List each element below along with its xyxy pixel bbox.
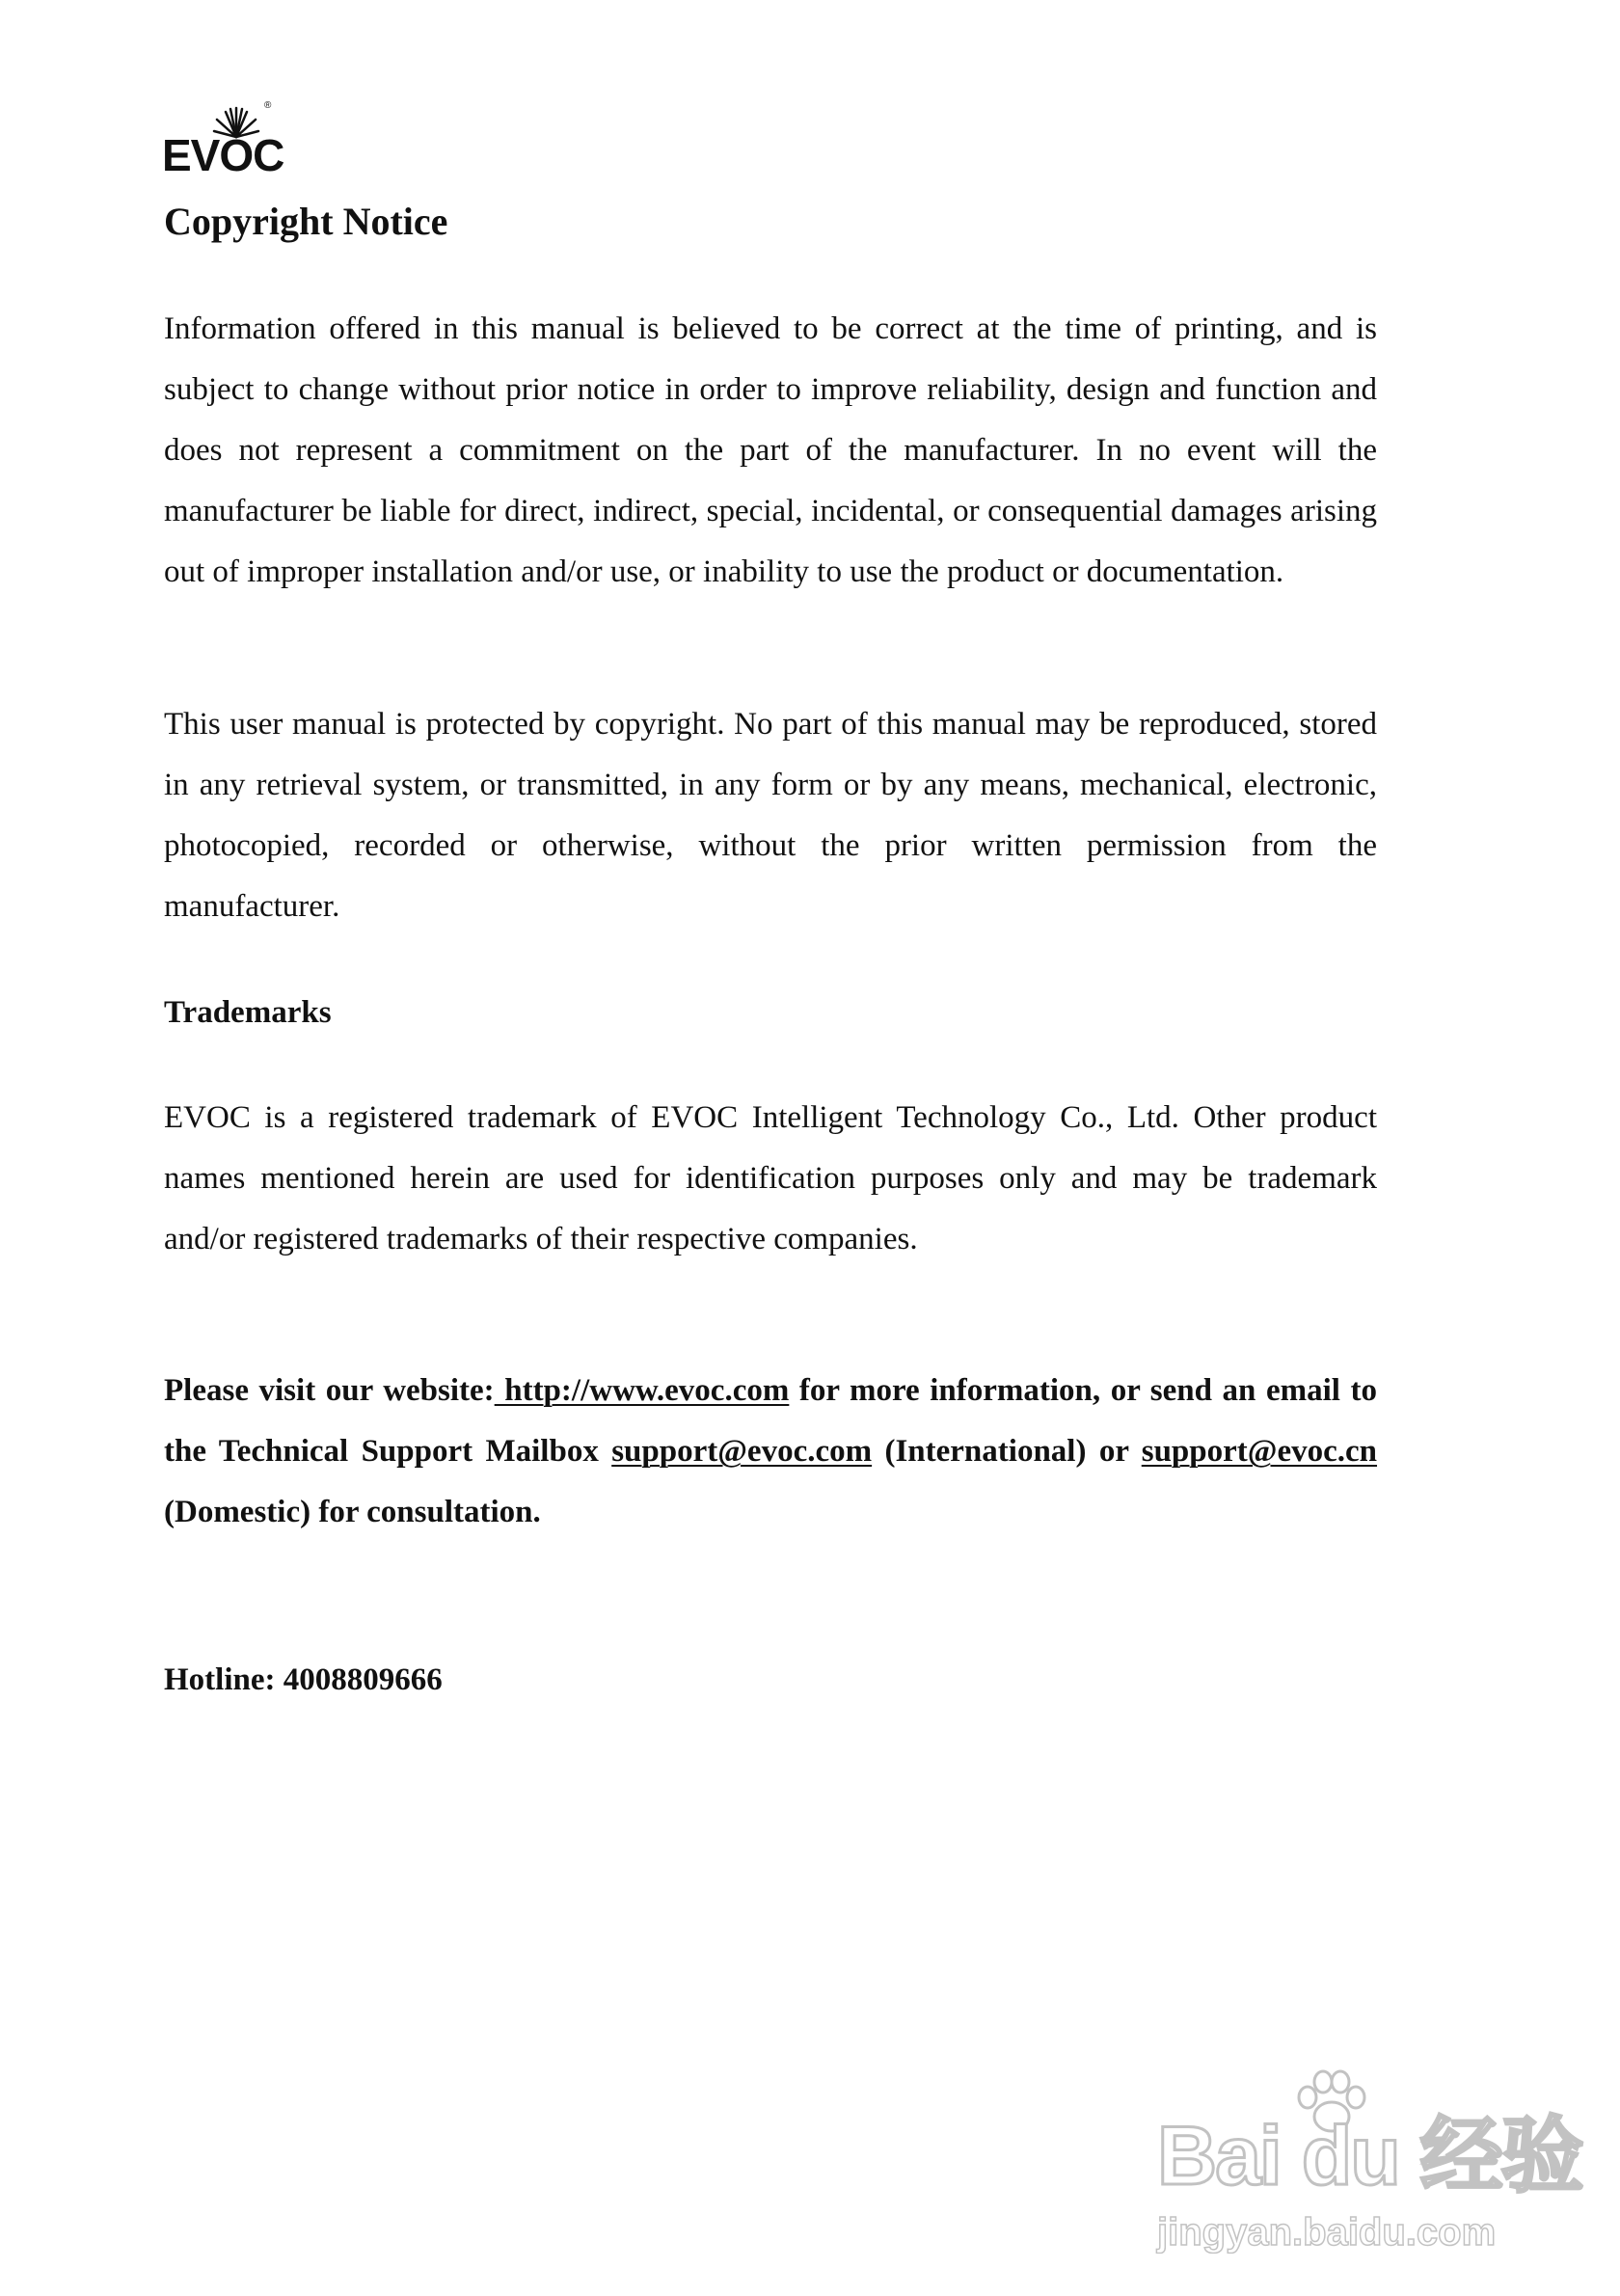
email-domestic-link[interactable]: support@evoc.cn (1141, 1434, 1378, 1469)
contact-paragraph (164, 1361, 1377, 1543)
disclaimer-paragraph: Information offered in this manual is believed to be correct at the time of printing, and is subject to change without prior notice in order to improve reliability, design and function and does not represent a commitment on the part of the manufacturer. In no event will the manufacturer be liable for direct, indirect, special, incidental, or consequential damages arising out of improper installation and/or use, or inability to use the product or documentation. (164, 311, 1377, 589)
contact-text-2: for more information, or send an email to the Technical Support Mailbox (164, 1373, 1377, 1469)
email-international-link[interactable]: support@evoc.com (611, 1434, 873, 1469)
watermark-sub-text: jingyan.baidu.com (1157, 2211, 1497, 2254)
baidu-watermark (1138, 2059, 1582, 2254)
trademarks-paragraph: EVOC is a registered trademark of EVOC Intelligent Technology Co., Ltd. Other product names mentioned herein are used for identification purposes only and may be trademark and/or registered trademarks of their respective companies. (164, 1100, 1377, 1256)
trademarks-heading: Trademarks (164, 995, 332, 1030)
website-link[interactable]: http://www.evoc.com (494, 1373, 790, 1408)
contact-text-1: Please visit our website: (164, 1373, 495, 1408)
evoc-logo (162, 96, 284, 180)
contact-text-3: (International) or (872, 1434, 1142, 1469)
copyright-paragraph: This user manual is protected by copyright. No part of this manual may be reproduced, stored in any retrieval system, or transmitted, in any form or by any means, mechanical, electronic, photocopied, recorded or otherwise, without the prior written permission from the manufacturer. (164, 707, 1377, 924)
logo-registered-mark: ® (264, 100, 272, 111)
page-title: Copyright Notice (164, 200, 448, 243)
hotline: Hotline: 4008809666 (164, 1662, 443, 1697)
watermark-main-text: Bai du 经验 (1157, 2110, 1582, 2202)
contact-text-4: (Domestic) for consultation. (164, 1495, 541, 1529)
logo-text: EVOC (162, 130, 284, 180)
